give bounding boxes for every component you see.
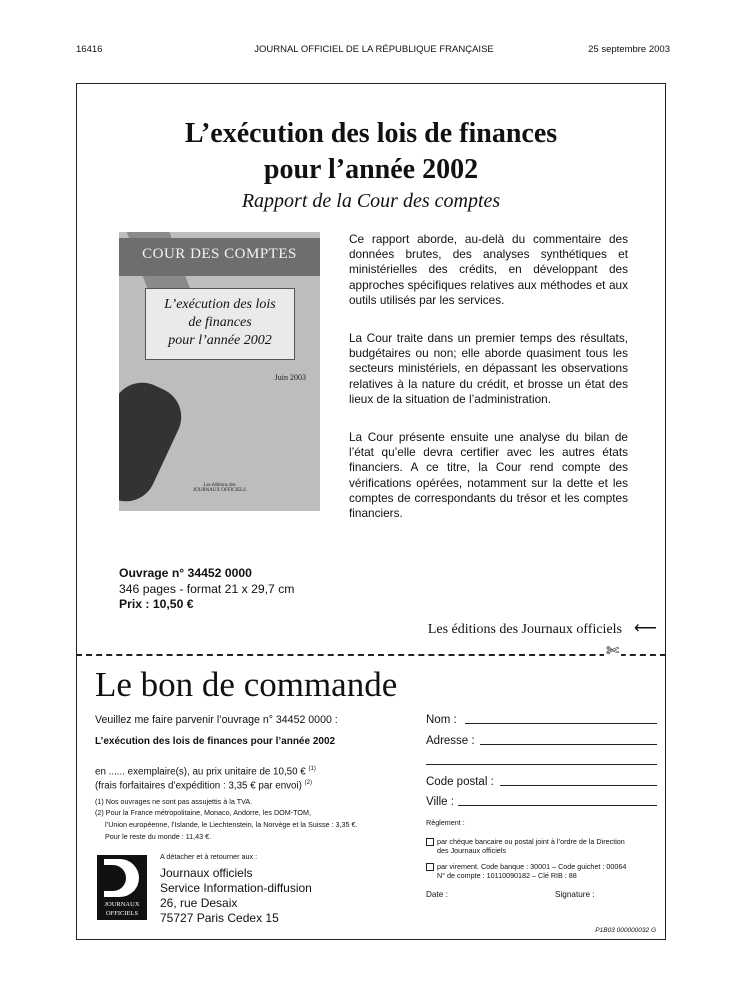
- cheque-option-line1: par chèque bancaire ou postal joint à l’ordre de la Direction: [437, 837, 625, 846]
- book-cover-image: [119, 232, 320, 511]
- virement-option: [437, 862, 626, 880]
- cover-title-box: [145, 288, 295, 360]
- shipping-footnote-ref: (2): [304, 780, 313, 786]
- footnote-2-line3: Pour le reste du monde : 11,43 €.: [105, 832, 212, 841]
- order-request: Veuillez me faire parvenir l’ouvrage n° 34452 0000 :: [95, 714, 338, 726]
- ville-field[interactable]: [458, 805, 657, 806]
- virement-checkbox[interactable]: [426, 863, 434, 871]
- footnote-1: (1) Nos ouvrages ne sont pas assujettis à la TVA.: [95, 797, 253, 806]
- cover-institution: COUR DES COMPTES: [142, 246, 297, 262]
- page-number: 16416: [76, 44, 103, 55]
- logo-text-line1: JOURNAUX: [104, 901, 140, 908]
- adresse-field[interactable]: [480, 744, 657, 745]
- cheque-checkbox[interactable]: [426, 838, 434, 846]
- detach-instruction: A détacher et à retourner aux :: [160, 852, 258, 861]
- quantity-line: [95, 766, 316, 777]
- issue-date: 25 septembre 2003: [588, 44, 670, 55]
- scissors-icon: ✄: [604, 641, 621, 663]
- quantity-text: en ...... exemplaire(s), au prix unitaire de 10,50 €: [95, 766, 306, 778]
- reference-code: P1B03 000000032 G: [595, 927, 656, 934]
- ouvrage-format: 346 pages - format 21 x 29,7 cm: [119, 581, 295, 596]
- virement-option-line2: N° de compte : 10110090182 – Clé RIB : 88: [437, 871, 577, 880]
- description-paragraph: La Cour traite dans un premier temps des résultats, budgétaires ou non; elle aborde quasiment tous les secteurs ministériels, en dépassant les observations relatives à la nature du crédit, et brosse un état des lieux de la situation de l’administration.: [349, 331, 628, 406]
- code-postal-label: Code postal :: [426, 776, 494, 788]
- ouvrage-price: Prix : 10,50 €: [119, 597, 194, 611]
- footnote-2-line2: l’Union européenne, l’Islande, le Liechtenstein, la Norvège et la Suisse : 3,35 €.: [105, 820, 358, 829]
- address-line: Journaux officiels: [160, 866, 253, 880]
- description-paragraph: La Cour présente ensuite une analyse du bilan de l’état qu’elle devra certifier avec les autres états financiers. A ce titre, la Cour rend compte des vérifications opérées, notamment sur la dette et les comptes de correspondants du trésor et les comptes financiers.: [349, 430, 628, 521]
- code-postal-field[interactable]: [500, 785, 657, 786]
- journal-title: JOURNAL OFFICIEL DE LA RÉPUBLIQUE FRANÇAISE: [254, 44, 494, 55]
- reglement-label: Règlement :: [426, 818, 465, 827]
- signature-label: Signature :: [555, 890, 595, 899]
- order-form-title: Le bon de commande: [95, 665, 398, 704]
- adresse-field-line2[interactable]: [426, 764, 657, 765]
- nom-label: Nom :: [426, 714, 457, 726]
- address-line: 75727 Paris Cedex 15: [160, 911, 279, 925]
- book-subtitle: Rapport de la Cour des comptes: [241, 190, 501, 212]
- cheque-option-line2: des Journaux officiels: [437, 846, 506, 855]
- logo-text-line2: OFFICIELS: [105, 910, 139, 917]
- cover-publisher-line2: JOURNAUX OFFICIELS: [193, 488, 246, 493]
- cover-publisher-line1: Les éditions des: [203, 483, 236, 488]
- shipping-line: [95, 780, 312, 791]
- publisher-signature: Les éditions des Journaux officiels: [427, 622, 622, 637]
- ville-label: Ville :: [426, 796, 454, 808]
- cover-title-line3: pour l’année 2002: [168, 333, 272, 348]
- adresse-label: Adresse :: [426, 735, 475, 747]
- cut-line: [76, 654, 666, 656]
- journaux-officiels-logo: [97, 855, 147, 920]
- ouvrage-info: [119, 566, 294, 613]
- arrow-left-icon: ⟵: [634, 620, 657, 637]
- cover-title-line2: de finances: [188, 315, 252, 330]
- nom-field[interactable]: [465, 723, 657, 724]
- cover-date: Juin 2003: [274, 373, 306, 382]
- cover-publisher: [119, 483, 320, 493]
- shipping-text: (frais forfaitaires d’expédition : 3,35 € par envoi): [95, 780, 302, 792]
- quantity-footnote-ref: (1): [308, 766, 316, 772]
- order-book-title: L’exécution des lois de finances pour l’année 2002: [95, 736, 336, 747]
- cover-title-line1: L’exécution des lois: [164, 297, 276, 312]
- description-paragraph: Ce rapport aborde, au-delà du commentaire des données brutes, des analyses synthétiques et ministérielles des crédits, en développant des approches spécifiques relatives aux méthodes et aux outils utilisés par les services.: [349, 232, 628, 307]
- mailing-address: [160, 866, 312, 926]
- cheque-option: [437, 837, 625, 855]
- footnote-2-line1: (2) Pour la France métropolitaine, Monaco, Andorre, les DOM-TOM,: [95, 808, 311, 817]
- address-line: 26, rue Desaix: [160, 896, 238, 910]
- address-line: Service Information-diffusion: [160, 881, 312, 895]
- date-label: Date :: [426, 890, 448, 899]
- book-title-line2: pour l’année 2002: [263, 154, 479, 185]
- virement-option-line1: par virement. Code banque : 30001 – Code guichet : 00064: [437, 862, 627, 871]
- cover-title: [146, 296, 294, 350]
- ouvrage-number: Ouvrage n° 34452 0000: [119, 566, 252, 580]
- book-title-line1: L’exécution des lois de finances: [184, 118, 558, 149]
